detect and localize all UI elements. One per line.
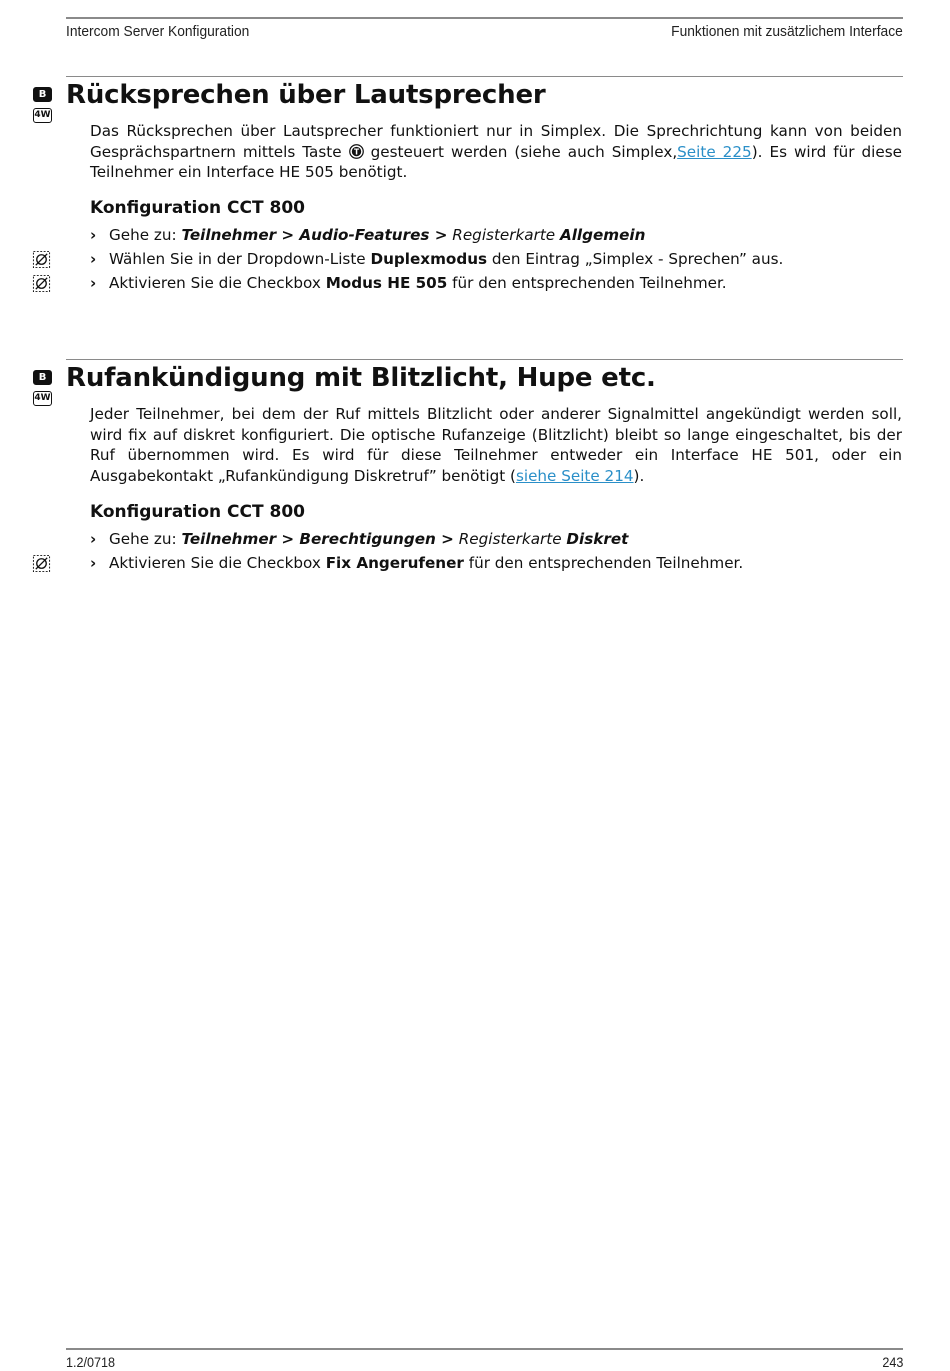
badge-b: B (33, 87, 52, 102)
paragraph-text: ). (633, 466, 645, 485)
badge-4w: 4W (33, 391, 52, 406)
badge-b: B (33, 370, 52, 385)
section-paragraph (90, 121, 902, 183)
section-title: Rufankündigung mit Blitzlicht, Hupe etc. (66, 363, 656, 393)
badge-4w: 4W (33, 108, 52, 123)
svg-text:T: T (353, 147, 359, 157)
chevron-right-icon: › (90, 530, 97, 548)
chevron-right-icon: › (90, 250, 97, 268)
config-heading: Konfiguration CCT 800 (90, 198, 305, 218)
paragraph-text: gesteuert werden (siehe auch Simplex, (370, 142, 678, 161)
step-item: › Gehe zu: Teilnehmer > Audio-Features > Registerkarte Allgemein (90, 226, 646, 244)
paragraph-text: Das Rücksprechen über Lautsprecher funktioniert nur in Simplex. Die Sprechrichtung kann von beiden Gesprächspartnern mittels Taste (90, 122, 902, 161)
not-applicable-icon (32, 554, 51, 573)
paragraph-text: Jeder Teilnehmer, bei dem der Ruf mittels Blitzlicht oder anderer Signalmittel angekündigt werden soll, wird fix auf diskret konfiguriert. Die optische Rufanzeige (Blitzlicht) bleibt so lange eingeschaltet, bis der Ruf übernommen wird. Es wird für diese Teilnehmer entweder ein Interface HE 501, oder ein Ausgabekontakt „Rufankündigung Diskretruf” benötigt ( (90, 405, 902, 485)
section-rule (66, 359, 903, 360)
not-applicable-icon (32, 250, 51, 269)
section-paragraph (90, 404, 902, 486)
step-item: › Aktivieren Sie die Checkbox Modus HE 505 für den entsprechenden Teilnehmer. (90, 274, 727, 292)
taste-t-icon (349, 144, 364, 159)
footer-version: 1.2/0718 (66, 1354, 116, 1370)
config-heading: Konfiguration CCT 800 (90, 502, 305, 522)
page-link[interactable]: Seite 225 (677, 142, 752, 161)
paragraph-text: ). Es wird für diese Teilnehmer ein Interface HE 505 benötigt. (90, 142, 902, 181)
footer-rule (66, 1348, 903, 1350)
chevron-right-icon: › (90, 554, 97, 572)
step-item: › Wählen Sie in der Dropdown-Liste Duplexmodus den Eintrag „Simplex - Sprechen” aus. (90, 250, 784, 268)
header-right: Funktionen mit zusätzlichem Interface (671, 23, 903, 40)
header-left: Intercom Server Konfiguration (66, 23, 250, 40)
page-link[interactable]: siehe Seite 214 (515, 466, 634, 485)
chevron-right-icon: › (90, 274, 97, 292)
section-rule (66, 76, 903, 77)
step-item: › Aktivieren Sie die Checkbox Fix Angerufener für den entsprechenden Teilnehmer. (90, 554, 744, 572)
chevron-right-icon: › (90, 226, 97, 244)
section-title: Rücksprechen über Lautsprecher (66, 80, 546, 110)
page-number: 243 (881, 1354, 903, 1370)
step-item: › Gehe zu: Teilnehmer > Berechtigungen > Registerkarte Diskret (90, 530, 629, 548)
header-rule (66, 17, 903, 19)
not-applicable-icon (32, 274, 51, 293)
